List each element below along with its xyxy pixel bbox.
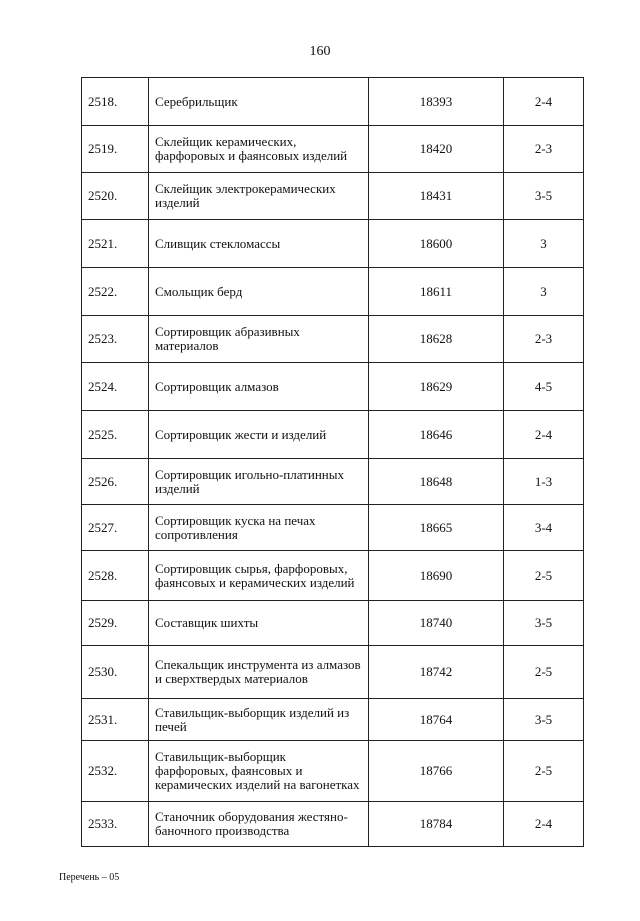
row-number: 2531.: [82, 699, 149, 741]
profession-code: 18690: [369, 551, 504, 601]
profession-name: Сортировщик абразивных материалов: [149, 316, 369, 363]
grade-range: 3: [504, 268, 584, 316]
table-row: [82, 316, 584, 363]
grade-range: 2-5: [504, 646, 584, 699]
row-number: 2525.: [82, 411, 149, 459]
grade-range: 1-3: [504, 459, 584, 505]
row-number: 2529.: [82, 601, 149, 646]
table-row: [82, 411, 584, 459]
row-number: 2524.: [82, 363, 149, 411]
profession-name: Серебрильщик: [149, 78, 369, 126]
grade-range: 3-4: [504, 505, 584, 551]
profession-name: Сливщик стекломассы: [149, 220, 369, 268]
grade-range: 2-4: [504, 411, 584, 459]
table-row: [82, 646, 584, 699]
row-number: 2530.: [82, 646, 149, 699]
profession-name: Склейщик электрокерамических изделий: [149, 173, 369, 220]
row-number: 2532.: [82, 741, 149, 802]
profession-code: 18764: [369, 699, 504, 741]
row-number: 2520.: [82, 173, 149, 220]
grade-range: 2-4: [504, 78, 584, 126]
table-row: [82, 802, 584, 847]
profession-name: Склейщик керамических, фарфоровых и фаянсовых изделий: [149, 126, 369, 173]
profession-code: 18784: [369, 802, 504, 847]
profession-name: Смольщик берд: [149, 268, 369, 316]
profession-name: Составщик шихты: [149, 601, 369, 646]
row-number: 2518.: [82, 78, 149, 126]
row-number: 2533.: [82, 802, 149, 847]
row-number: 2519.: [82, 126, 149, 173]
grade-range: 3-5: [504, 601, 584, 646]
table-row: [82, 699, 584, 741]
table-row: [82, 505, 584, 551]
row-number: 2521.: [82, 220, 149, 268]
profession-code: 18646: [369, 411, 504, 459]
profession-name: Ставильщик-выборщик изделий из печей: [149, 699, 369, 741]
profession-name: Сортировщик куска на печах сопротивления: [149, 505, 369, 551]
row-number: 2527.: [82, 505, 149, 551]
profession-code: 18629: [369, 363, 504, 411]
profession-name: Спекальщик инструмента из алмазов и сверхтвердых материалов: [149, 646, 369, 699]
profession-code: 18431: [369, 173, 504, 220]
document-footer: Перечень – 05: [59, 872, 120, 883]
profession-code: 18740: [369, 601, 504, 646]
profession-name: Ставильщик-выборщик фарфоровых, фаянсовых и керамических изделий на вагонетках: [149, 741, 369, 802]
grade-range: 3: [504, 220, 584, 268]
profession-code: 18665: [369, 505, 504, 551]
profession-code: 18766: [369, 741, 504, 802]
table-row: [82, 126, 584, 173]
grade-range: 3-5: [504, 173, 584, 220]
row-number: 2522.: [82, 268, 149, 316]
profession-name: Станочник оборудования жестяно-баночного производства: [149, 802, 369, 847]
profession-code: 18393: [369, 78, 504, 126]
profession-code: 18611: [369, 268, 504, 316]
profession-name: Сортировщик игольно-платинных изделий: [149, 459, 369, 505]
grade-range: 2-3: [504, 126, 584, 173]
row-number: 2528.: [82, 551, 149, 601]
grade-range: 4-5: [504, 363, 584, 411]
grade-range: 2-5: [504, 741, 584, 802]
row-number: 2523.: [82, 316, 149, 363]
profession-code: 18648: [369, 459, 504, 505]
profession-name: Сортировщик сырья, фарфоровых, фаянсовых и керамических изделий: [149, 551, 369, 601]
table-row: [82, 459, 584, 505]
profession-code: 18742: [369, 646, 504, 699]
profession-code: 18420: [369, 126, 504, 173]
profession-code: 18628: [369, 316, 504, 363]
table-row: [82, 741, 584, 802]
table-row: [82, 78, 584, 126]
table-row: [82, 173, 584, 220]
table-row: [82, 601, 584, 646]
table-row: [82, 551, 584, 601]
profession-code: 18600: [369, 220, 504, 268]
row-number: 2526.: [82, 459, 149, 505]
table-row: [82, 363, 584, 411]
profession-name: Сортировщик жести и изделий: [149, 411, 369, 459]
table-row: [82, 220, 584, 268]
table-row: [82, 268, 584, 316]
grade-range: 3-5: [504, 699, 584, 741]
grade-range: 2-5: [504, 551, 584, 601]
grade-range: 2-4: [504, 802, 584, 847]
profession-name: Сортировщик алмазов: [149, 363, 369, 411]
profession-table: [81, 77, 584, 847]
grade-range: 2-3: [504, 316, 584, 363]
page-number: 160: [309, 44, 331, 59]
